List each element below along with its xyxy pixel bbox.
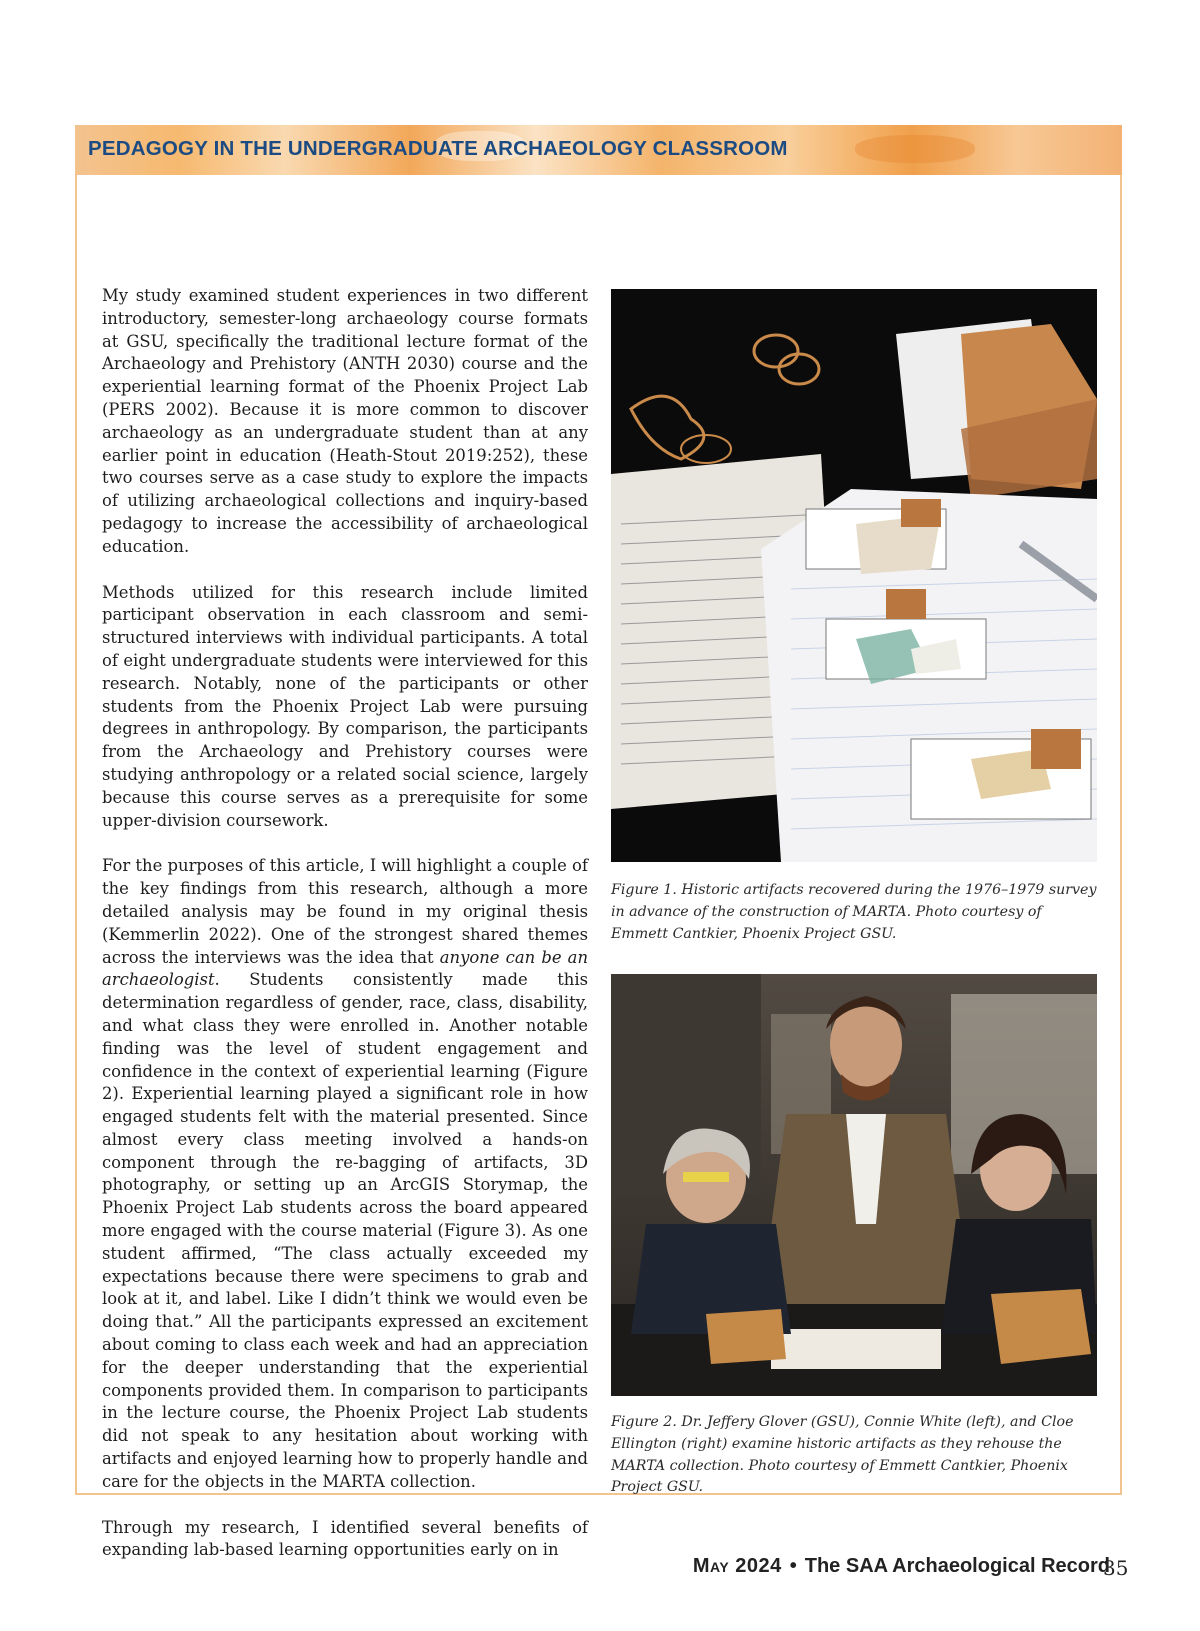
paragraph-3: For the purposes of this article, I will highlight a couple of the key findings from this research, although a more detailed analysis may be found in my original thesis (Kemmerlin 2022). One of the strongest shared themes across the interviews was the idea that anyone can be an archaeologist. Students consistently made this determination regardless of gender, race, class, disability, and what class they were enrolled in. Another notable finding was the level of student engagement and confidence in the context of experiential learning (Figure 2). Experiential learning played a significant role in how engaged students felt with the material presented. Since almost every class meeting involved a hands-on component through the re-bagging of artifacts, 3D photography, or setting up an ArcGIS Storymap, the Phoenix Project Lab students across the board appeared more engaged with the course material (Figure 3). As one student affirmed, “The class actually exceeded my expectations because there were specimens to grab and look at it, and label. Like I didn’t think we would even be doing that.” All the participants expressed an excitement about coming to class each week and had an appreciation for the deeper understanding that the experiential components provided them. In comparison to participants in the lecture course, the Phoenix Project Lab students did not speak to any hesitation about working with artifacts and enjoyed learning how to properly handle and care for the objects in the MARTA collection. xyxy=(102,856,589,1491)
publication-title: The SAA Archaeological Record xyxy=(804,1555,1110,1577)
figure-2-photo xyxy=(611,974,1097,1396)
figure-2-caption: Figure 2. Dr. Jeffery Glover (GSU), Connie White (left), and Cloe Ellington (right) examine historic artifacts as they rehouse the MARTA collection. Photo courtesy of Emmett Cantkier, Phoenix Project GSU. xyxy=(611,1414,1074,1496)
paragraph-2: Methods utilized for this research include limited participant observation in each classroom and semi-structured interviews with individual participants. A total of eight undergraduate students were interviewed for this research. Notably, none of the participants or other students from the Phoenix Project Lab were pursuing degrees in anthropology. By comparison, the participants from the Archaeology and Prehistory courses were studying anthropology or a related social science, largely because this course serves as a prerequisite for some upper-division coursework. xyxy=(102,582,588,830)
issue-date: May 2024 xyxy=(692,1555,782,1577)
paragraph-4: Through my research, I identified several benefits of expanding lab-based learning opportunities early on in xyxy=(102,1517,588,1560)
paragraph-1: My study examined student experiences in two different introductory, semester-long archaeology course formats at GSU, specifically the traditional lecture format of the Archaeology and Prehistory (ANTH 2030) course and the experiential learning format of the Phoenix Project Lab (PERS 2002). Because it is more common to discover archaeology as an undergraduate student than at any earlier point in education (Heath-Stout 2019:252), these two courses serve as a case study to explore the impacts of utilizing archaeological collections and inquiry-based pedagogy to increase the accessibility of archaeological education. xyxy=(102,286,588,556)
footer-bullet: • xyxy=(789,1555,797,1577)
page-number: 35 xyxy=(1103,1556,1129,1580)
figure-1-caption: Figure 1. Historic artifacts recovered during the 1976–1979 survey in advance of the construction of MARTA. Photo courtesy of Emmett Cantkier, Phoenix Project GSU. xyxy=(611,882,1097,942)
section-title: PEDAGOGY IN THE UNDERGRADUATE ARCHAEOLOGY CLASSROOM xyxy=(88,137,788,160)
emphasis-text: anyone can be an archaeologist xyxy=(102,947,589,990)
figure-1-photo xyxy=(611,289,1097,862)
article-body xyxy=(102,285,588,1585)
page-footer xyxy=(410,1555,1110,1578)
